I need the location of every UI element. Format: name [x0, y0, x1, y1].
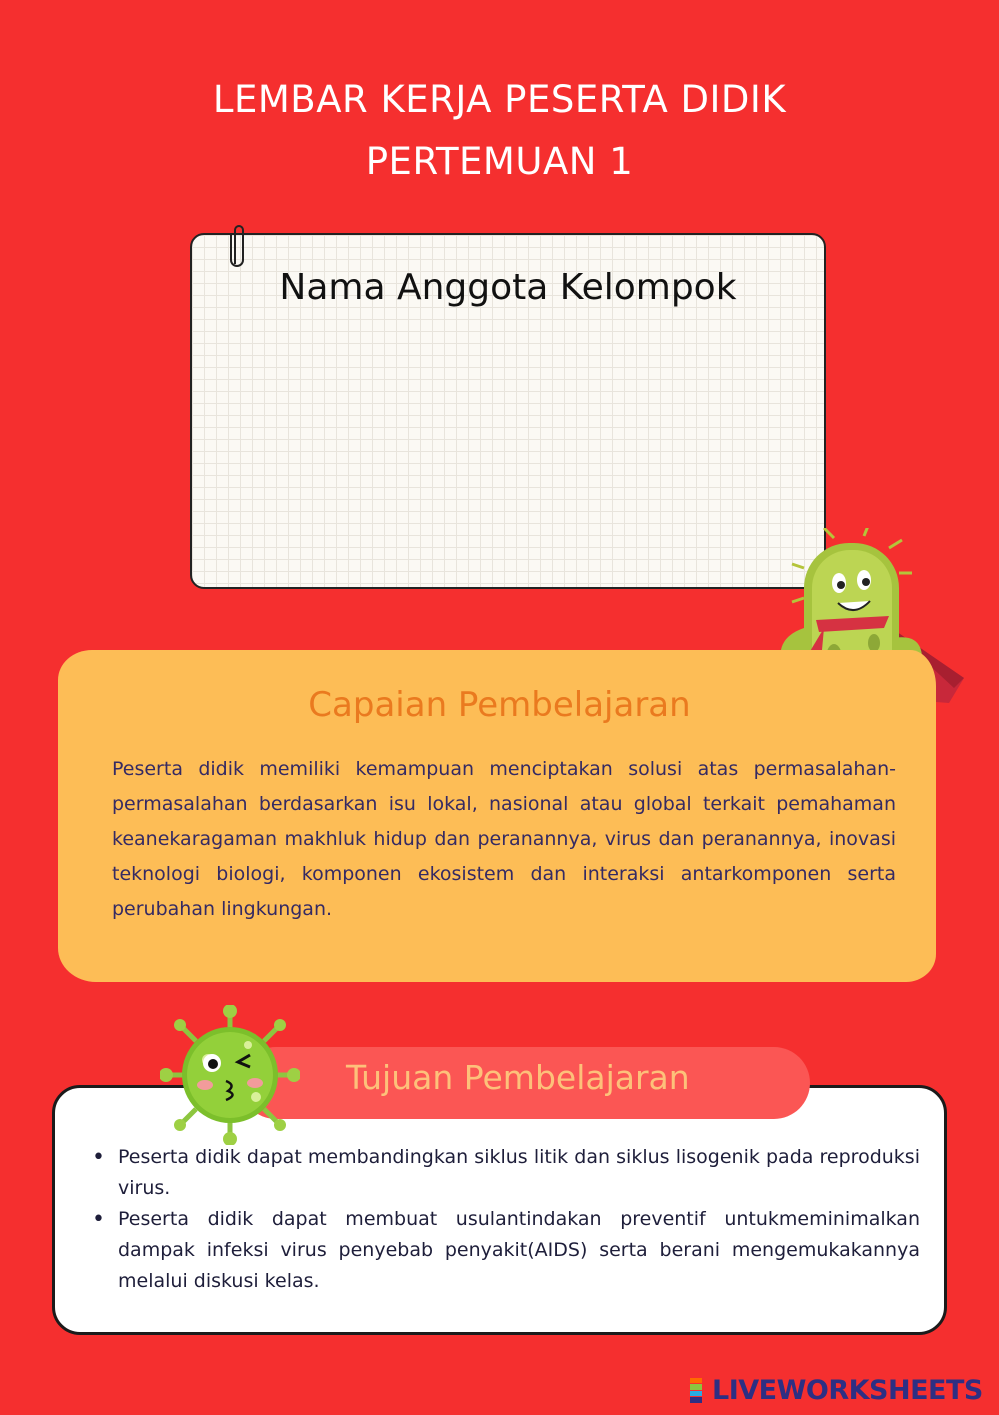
tujuan-title: Tujuan Pembelajaran: [346, 1058, 690, 1097]
list-item: • Peserta didik dapat membandingkan siklus litik dan siklus lisogenik pada reproduksi virus.: [90, 1142, 920, 1204]
page-title-line2: PERTEMUAN 1: [365, 140, 634, 183]
page-title-line1: LEMBAR KERJA PESERTA DIDIK: [212, 78, 787, 121]
capaian-title: Capaian Pembelajaran: [308, 685, 691, 725]
tujuan-list: [90, 1142, 920, 1297]
capaian-text: Peserta didik memiliki kemampuan menciptakan solusi atas permasalahan-permasalahan berdasarkan isu lokal, nasional atau global terkait pemahaman keanekaragaman makhluk hidup dan peranannya, virus dan peranannya, inovasi teknologi biologi, komponen ekosistem dan interaksi antarkomponen serta perubahan lingkungan.: [112, 758, 896, 920]
group-members-title: Nama Anggota Kelompok: [279, 267, 737, 308]
paperclip-icon: [230, 220, 246, 272]
liveworksheets-brand: LIVEWORKSHEETS: [712, 1374, 983, 1406]
list-item: • Peserta didik dapat membuat usulantindakan preventif untukmeminimalkan dampak infeksi virus penyebab penyakit(AIDS) serta berani mengemukakannya melalui diskusi kelas.: [90, 1204, 920, 1297]
virus-character-icon: [160, 1005, 300, 1145]
liveworksheets-logo-icon: [690, 1377, 706, 1403]
group-members-card: [190, 233, 826, 589]
liveworksheets-footer[interactable]: [690, 1373, 983, 1407]
